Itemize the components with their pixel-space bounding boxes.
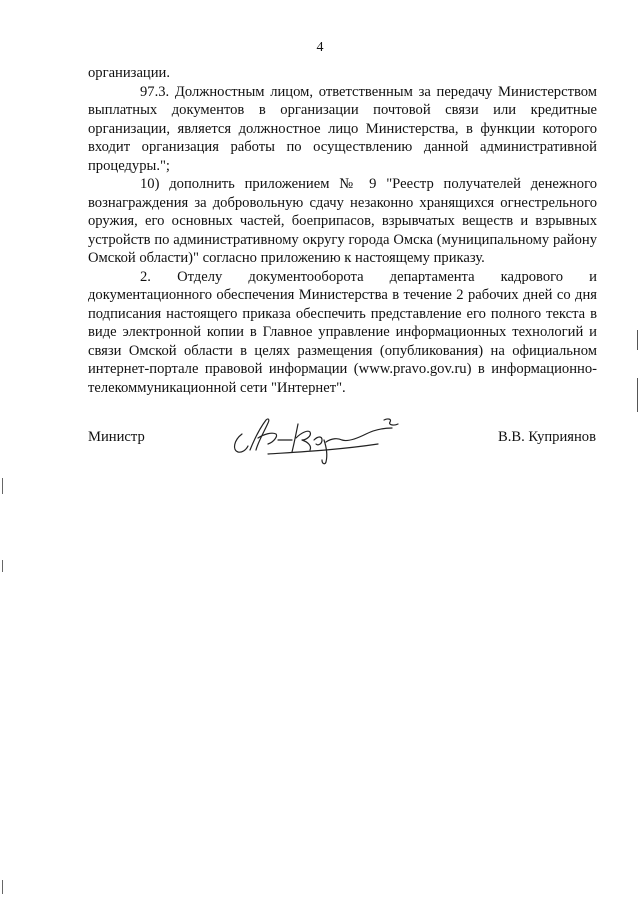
signatory-name: В.В. Куприянов [498,429,596,445]
signatory-role: Министр [88,429,145,445]
paragraph-continuation: организации. [88,65,170,81]
paragraph-item-10: 10) дополнить приложением № 9 "Реестр получателей денежного вознаграждения за добровольную сдачу незаконно хранящихся огнестрельного оружия, его основных частей, боеприпасов, взрывчатых веществ и взрывных устройств по административному округу города Омска (муниципальному району Омской области)" согласно приложению к настоящему приказу. [88,176,597,266]
scan-edge-mark [2,478,3,494]
page-number: 4 [316,40,324,55]
paragraph-item-2: 2. Отделу документооборота департамента кадрового и документационного обеспечения Министерства в течение 2 рабочих дней со дня подписания настоящего приказа обеспечить представление его полного текста в виде электронной копии в Главное управление информационных технологий и связи Омской области в целях размещения (опубликования) на официальном интернет-портале правовой информации (www.pravo.gov.ru) в информационно-телекоммуникационной сети "Интернет". [88,268,597,396]
scan-edge-mark [2,560,3,572]
document-body [88,64,597,397]
scan-edge-mark [2,880,3,894]
paragraph-97-3: 97.3. Должностным лицом, ответственным за передачу Министерством выплатных документов в организации почтовой связи или кредитные организации, является должностное лицо Министерства, в функции которого входит организация работы по осуществлению данной административной процедуры."; [88,83,597,174]
scan-edge-mark [637,378,638,412]
handwritten-signature [228,410,406,466]
scan-edge-mark [637,330,638,350]
